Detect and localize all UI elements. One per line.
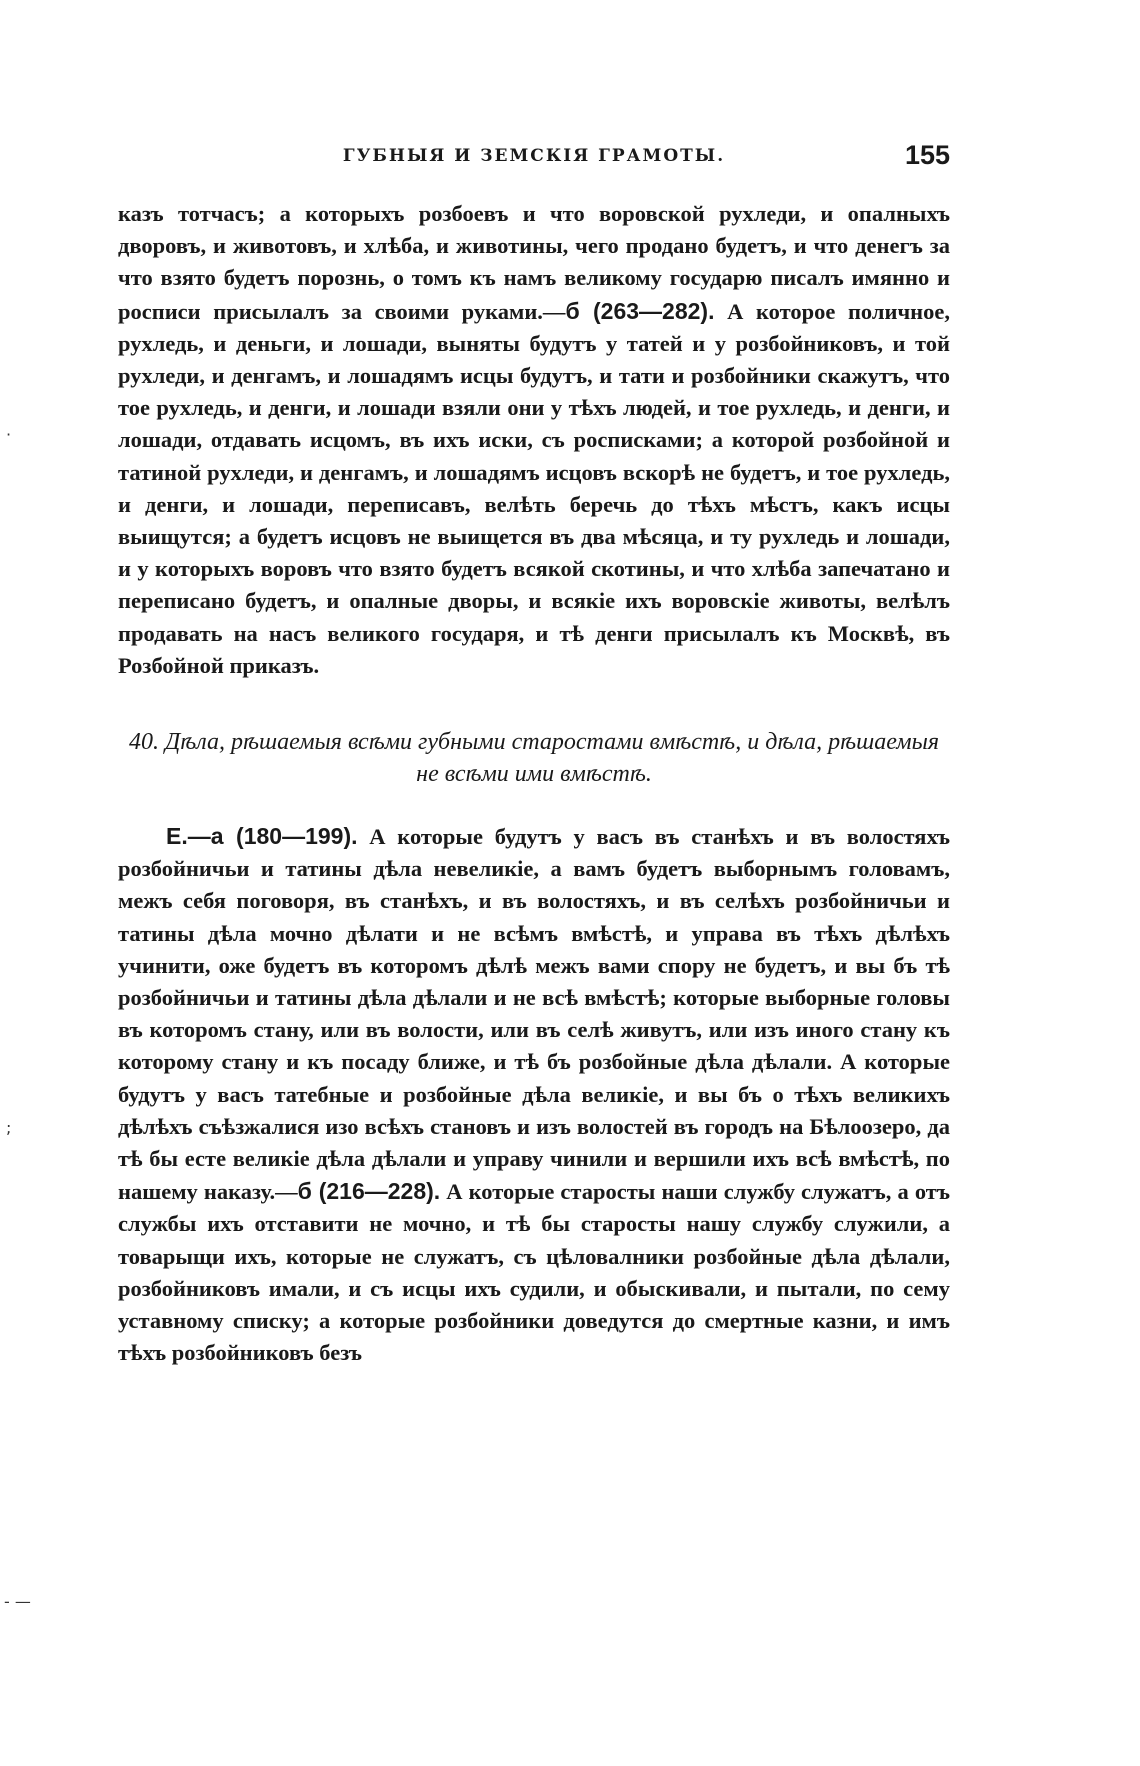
margin-mark-left-1: · xyxy=(6,425,12,444)
source-reference: б (216—228). xyxy=(297,1178,441,1205)
paragraph-2-text-b: А которые старосты наши службу служатъ, а отъ службы ихъ отставити не мочно, и тѣ бы старосты нашу службу служили, а товарыщи ихъ, которые не служатъ, съ цѣловалники розбойные дѣла дѣлали, розбойниковъ имали, и съ исцы ихъ судили, и обыскивали, и пытали, по сему уставному списку; а которые розбойники доведутся до смертные казни, и имъ тѣхъ розбойниковъ безъ xyxy=(118,1179,950,1366)
section-number: 40. xyxy=(129,729,159,756)
margin-mark-left-2: ; xyxy=(6,1118,12,1137)
page-number: 155 xyxy=(904,140,950,170)
paragraph-1-text-b: А которое поличное, рухледь, и деньги, и лошади, выняты будутъ у татей и у розбойниковъ, и той рухледи, и денгамъ, и лошадямъ исцы будутъ, и тати и розбойники скажутъ, что тое рухледь, и денги, и лошади взяли они у тѣхъ людей, и тое рухледь, и денги, и лошади, отдавать исцомъ, въ ихъ иски, съ росписками; а которой розбойной и татиной рухледи, и денгамъ, и лошадямъ исцовъ вскорѣ не будетъ, и тое рухледь, и денги, и лошади, переписавъ, велѣть беречь до тѣхъ мѣстъ, какъ исцы выищутся; а будетъ исцовъ не выищется въ два мѣсяца, и ту рухледь и лошади, и у которыхъ воровъ что взято будетъ всякой скотины, и что хлѣба запечатано и переписано будетъ, и опалные дворы, и всякіе ихъ воровскіе животы, велѣлъ продавать на насъ великого государя, и тѣ денги присылалъ къ Москвѣ, въ Розбойной приказъ. xyxy=(118,298,950,678)
section-heading xyxy=(118,726,950,790)
section-title: Дѣла, рѣшаемыя всѣми губными старостами вмѣстѣ, и дѣла, рѣшаемыя не всѣми ими вмѣстѣ. xyxy=(165,729,939,788)
paragraph-1 xyxy=(118,198,950,682)
paragraph-2-text-a: А которые будутъ у васъ въ станѣхъ и въ волостяхъ розбойничьи и татины дѣла невеликіе, а вамъ будетъ выборнымъ головамъ, межъ себя поговоря, въ станѣхъ, и въ волостяхъ, и въ селѣхъ розбойничьи и татины дѣла мочно дѣлати и не всѣмъ вмѣстѣ, и управа въ тѣхъ дѣлѣхъ учинити, оже будетъ въ которомъ дѣлѣ межъ вами спору не будетъ, и вы бъ тѣ розбойничьи и татины дѣла дѣлали и не всѣ вмѣстѣ; которые выборные головы въ которомъ стану, или въ волости, или въ селѣ живутъ, или изъ иного стану къ которому стану и къ посаду ближе, и тѣ бъ розбойные дѣла дѣлали. А которые будутъ у васъ татебные и розбойные дѣла великіе, и вы бъ о тѣхъ великихъ дѣлѣхъ съѣзжалися изо всѣхъ становъ и изъ волостей въ городъ на Бѣлоозеро, да тѣ бы есте великіе дѣла дѣлали и управу чинили и вершили ихъ всѣ вмѣстѣ, по нашему наказу.— xyxy=(118,824,950,1205)
running-title: ГУБНЫЯ И ЗЕМСКІЯ ГРАМОТЫ. xyxy=(342,146,726,166)
source-reference: б (263—282). xyxy=(565,297,715,324)
paragraph-1-text-a: казъ тотчасъ; а которыхъ розбоевъ и что воровской рухледи, и опалныхъ дворовъ, и животовъ, и хлѣба, и животины, чего продано будетъ, и что денегъ за что взято будетъ порознь, о томъ къ намъ великому государю писалъ имянно и росписи присылалъ за своими руками.— xyxy=(118,201,950,324)
margin-mark-left-3: - — xyxy=(4,1592,31,1611)
source-reference: Е.—а (180—199). xyxy=(166,823,358,850)
running-head xyxy=(118,140,950,180)
paragraph-2 xyxy=(118,820,950,1369)
page xyxy=(118,140,950,1370)
